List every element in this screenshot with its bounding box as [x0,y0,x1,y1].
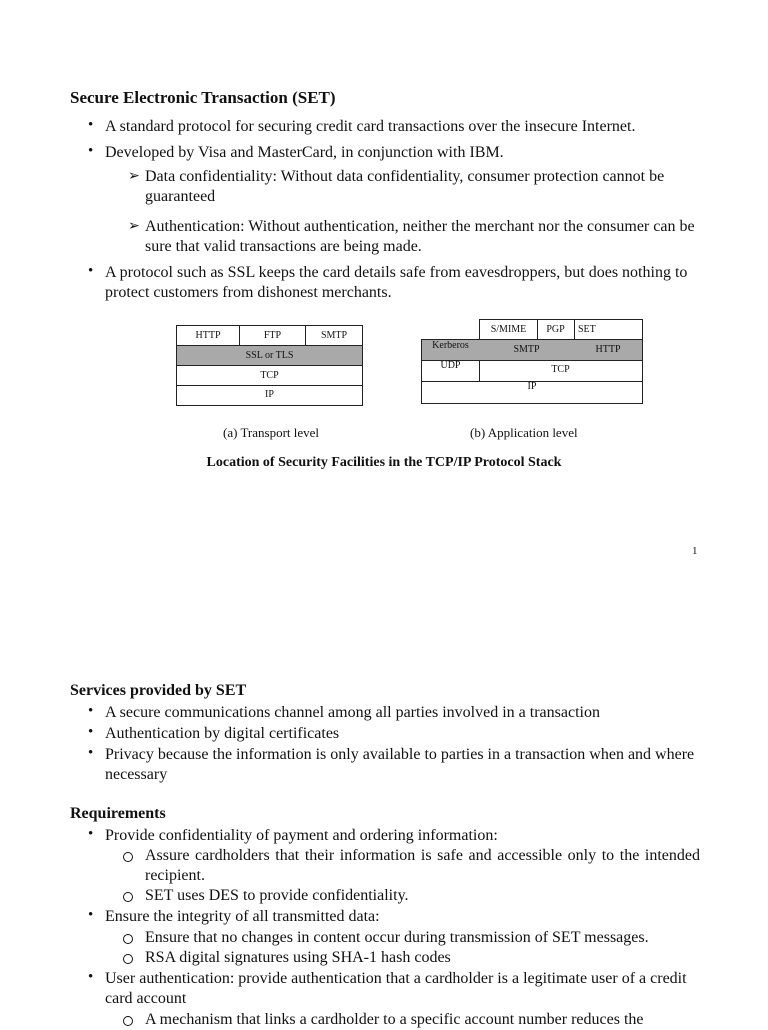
stack-cell-smime: S/MIME [479,319,538,340]
bullet-glyph: • [88,703,94,719]
bullet-glyph: • [88,263,94,279]
stack-cell-tcp: TCP [177,366,362,386]
sub-point: Authentication: Without authentication, neither the merchant nor the consumer can be sure that valid transactions are being made. [145,218,695,255]
sub-point: Data confidentiality: Without data confidentiality, consumer protection cannot be guaranteed [145,168,665,205]
page-title: Secure Electronic Transaction (SET) [70,88,336,107]
circle-bullet-icon [123,1016,133,1026]
stack-cell-ftp: FTP [240,326,306,346]
stack-cell-ip: IP [265,389,274,400]
bullet-glyph: • [88,143,94,159]
bullet-item: Developed by Visa and MasterCard, in conjunction with IBM. [105,144,504,161]
stack-cell-http: HTTP [177,326,240,346]
service-item: A secure communications channel among all parties involved in a transaction [105,704,600,721]
stack-cell-pgp: PGP [537,319,575,340]
stack-cell-smtp-app: SMTP [479,339,575,361]
requirement-item: Ensure the integrity of all transmitted data: [105,908,380,925]
transport-level-stack [176,325,363,406]
circle-bullet-icon [123,954,133,964]
stack-cell-tcp-app: TCP [479,360,643,382]
bullet-glyph: • [88,724,94,740]
circle-bullet-icon [123,852,133,862]
service-item: Privacy because the information is only available to parties in a transaction when and where necessary [105,746,695,783]
stack-cell-set: SET [574,319,643,340]
application-level-stack [421,319,643,405]
bullet-glyph: • [88,117,94,133]
arrow-bullet-icon: ➢ [128,169,140,184]
requirement-sub: A mechanism that links a cardholder to a specific account number reduces the [145,1011,644,1028]
services-heading: Services provided by SET [70,682,247,699]
requirement-item: User authentication: provide authentication that a cardholder is a legitimate user of a credit card account [105,970,687,1007]
requirement-sub: Assure cardholders that their information is safe and accessible only to the intended recipient. [145,847,700,884]
stack-cell-kerberos: Kerberos [421,339,480,361]
stack-cell-http-app: HTTP [574,339,643,361]
bullet-glyph: • [88,826,94,842]
figure-caption-a: (a) Transport level [223,425,320,440]
figure-title: Location of Security Facilities in the TCP/IP Protocol Stack [206,455,562,470]
circle-bullet-icon [123,934,133,944]
stack-cell-ssl-tls: SSL or TLS [177,346,362,366]
requirement-sub: SET uses DES to provide confidentiality. [145,887,409,904]
figure-caption-b: (b) Application level [470,425,578,440]
bullet-glyph: • [88,907,94,923]
requirement-sub: Ensure that no changes in content occur during transmission of SET messages. [145,929,649,946]
arrow-bullet-icon: ➢ [128,219,140,234]
bullet-glyph: • [88,969,94,985]
bullet-glyph: • [88,745,94,761]
service-item: Authentication by digital certificates [105,725,340,742]
requirement-sub: RSA digital signatures using SHA-1 hash codes [145,949,451,966]
stack-cell-udp: UDP [421,360,480,382]
bullet-item: A protocol such as SSL keeps the card details safe from eavesdroppers, but does nothing to protect customers from dishonest merchants. [105,264,688,301]
page-number: 1 [692,545,698,557]
stack-cell-smtp: SMTP [306,326,362,346]
requirements-heading: Requirements [70,805,166,822]
bullet-item: A standard protocol for securing credit card transactions over the insecure Internet. [105,118,636,135]
requirement-item: Provide confidentiality of payment and ordering information: [105,827,498,844]
circle-bullet-icon [123,892,133,902]
stack-cell-ip-app: IP [421,381,643,404]
